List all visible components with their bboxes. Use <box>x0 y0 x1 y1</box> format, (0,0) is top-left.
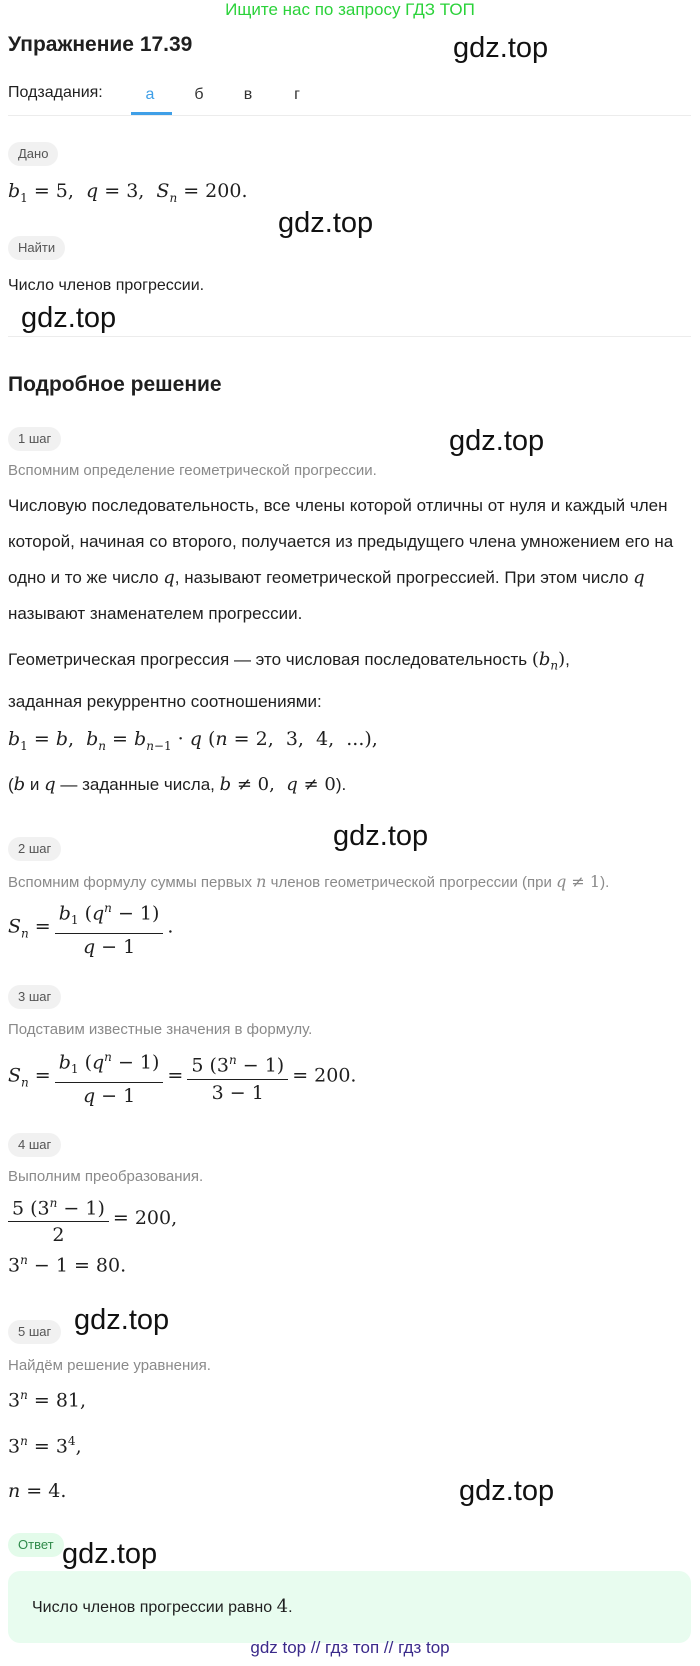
definition-paragraph-2: Геометрическая прогрессия — это числовая последовательность $(b_n)$, заданная рекуррентно соотношениями: <box>8 649 570 711</box>
step-hint: Вспомним формулу суммы первых n членов геометрической прогрессии (при q ≠ 1). <box>8 872 610 891</box>
answer-text: Число членов прогрессии равно 4. <box>32 1596 293 1617</box>
footer-link-2[interactable]: гдз топ <box>325 1638 380 1657</box>
find-badge: Найти <box>8 236 65 260</box>
watermark: gdz.top <box>459 1475 555 1507</box>
step-badge: 4 шаг <box>8 1133 61 1157</box>
watermark: gdz.top <box>278 207 374 239</box>
step-badge: 5 шаг <box>8 1320 61 1344</box>
watermark: gdz.top <box>74 1304 170 1336</box>
given-badge: Дано <box>8 142 58 166</box>
page-title: Упражнение 17.39 <box>8 33 193 56</box>
footer-separator: // <box>310 1638 321 1657</box>
solution-line-1: $3^n = 81$, <box>8 1388 87 1412</box>
solution-line-3: n = 4. <box>8 1480 67 1502</box>
step-badge: 2 шаг <box>8 837 61 861</box>
recurrence-note: (b и q — заданные числа, b ≠ 0, q ≠ 0). <box>8 774 347 795</box>
substitution-formula: $S_n$ = $\frac{b_1 (q^n - 1)}{q - 1}$ = $\frac{5 (3^n - 1)}{3 - 1}$ = 200. <box>8 1044 356 1109</box>
solution-line-2: $3^n = 3^4$, <box>8 1434 82 1458</box>
footer-links <box>0 1638 700 1658</box>
step-badge: 3 шаг <box>8 985 61 1009</box>
recurrence-formula: $b_1 = b$, $b_n = b_{n-1} \cdot q$ (n = 2, 3, 4, ...), <box>8 728 378 753</box>
divider <box>8 336 691 337</box>
answer-badge: Ответ <box>8 1533 64 1557</box>
watermark: gdz.top <box>21 302 117 334</box>
footer-separator: // <box>383 1638 394 1657</box>
step-hint: Найдём решение уравнения. <box>8 1357 211 1374</box>
subtasks-label: Подзадания: <box>8 84 103 101</box>
tab-b[interactable]: б <box>194 86 204 103</box>
watermark: gdz.top <box>449 425 545 457</box>
tab-g[interactable]: г <box>294 86 300 103</box>
watermark: gdz.top <box>333 820 429 852</box>
step-hint: Подставим известные значения в формулу. <box>8 1021 313 1038</box>
find-text: Число членов прогрессии. <box>8 277 205 294</box>
step-hint: Вспомним определение геометрической прогрессии. <box>8 462 377 479</box>
watermark: gdz.top <box>62 1538 158 1570</box>
step-badge: 1 шаг <box>8 427 61 451</box>
promo-banner: Ищите нас по запросу ГДЗ ТОП <box>225 0 475 19</box>
given-formula: $b_1 = 5$, q = 3, $S_n = 200$. <box>8 180 248 205</box>
divider <box>8 115 691 116</box>
step-hint: Выполним преобразования. <box>8 1168 204 1185</box>
transform-formula-1: $\frac{5 (3^n - 1)}{2}$ = 200, <box>8 1190 177 1248</box>
tab-v[interactable]: в <box>243 86 253 103</box>
tab-a[interactable]: а <box>145 86 155 103</box>
solution-title: Подробное решение <box>8 373 222 396</box>
transform-formula-2: $3^n - 1 = 80$. <box>8 1253 127 1277</box>
footer-link-1[interactable]: gdz top <box>250 1638 307 1657</box>
footer-link-3[interactable]: гдз top <box>398 1638 450 1657</box>
definition-paragraph: Числовую последовательность, все члены которой отличны от нуля и каждый член которой, начиная со второго, получается из предыдущего члена умножением его на одно и то же число q, называют геометрической прогрессией. При этом число q называют знаменателем прогрессии. <box>8 496 674 623</box>
sum-formula: $S_n$ = $\frac{b_1 (q^n - 1)}{q - 1}$ . <box>8 895 173 960</box>
watermark: gdz.top <box>453 32 549 64</box>
